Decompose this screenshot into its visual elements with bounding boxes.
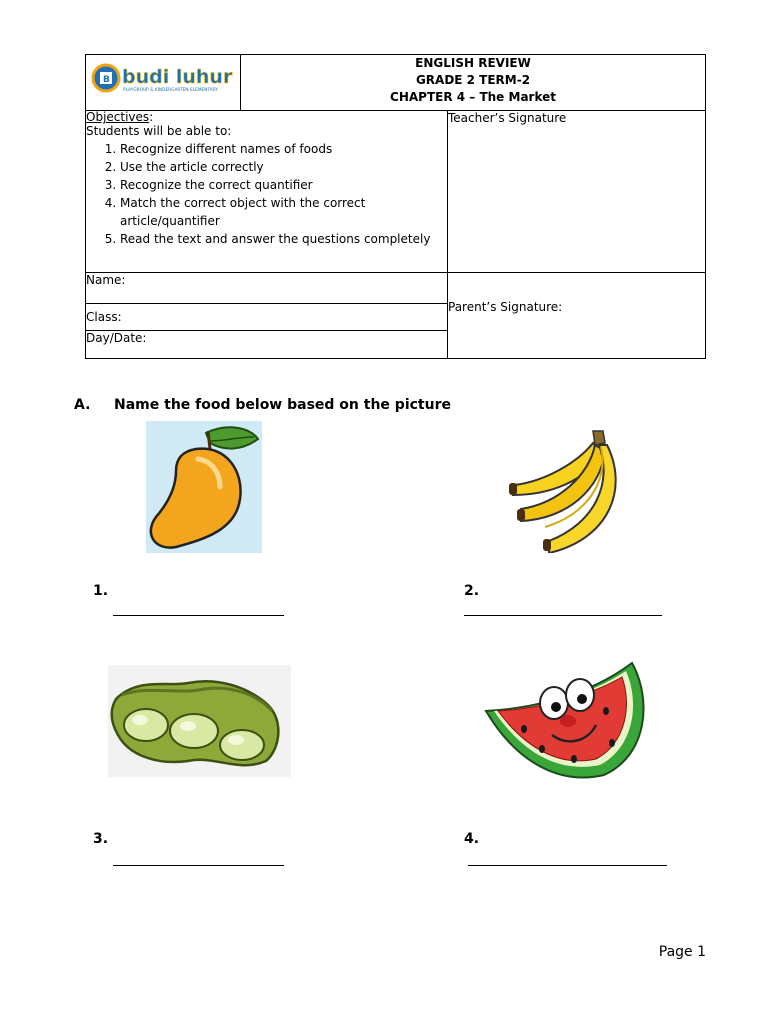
question-number-4: 4. [464,831,480,847]
objective-item: 2. Use the article correctly [120,158,447,176]
date-field[interactable] [86,331,448,359]
teacher-signature-cell [448,111,706,273]
date-label: Day/Date: [86,331,147,346]
objective-item: 3. Recognize the correct quantifier [120,176,447,194]
logo-cell [86,55,241,111]
section-instruction: Name the food below based on the picture [114,397,451,413]
objectives-colon: : [149,110,154,125]
question-number-3: 3. [93,831,109,847]
section-letter: A. [74,397,91,413]
parent-signature-cell [448,273,706,359]
school-logo [86,55,236,105]
name-field[interactable] [86,273,448,304]
objective-item: 4. Match the correct object with the correct article/quantifier [120,194,447,230]
answer-line-1[interactable] [113,615,284,616]
watermelon-icon [484,659,658,781]
svg-text:budi luhur: budi luhur [122,66,233,88]
class-field[interactable] [86,303,448,331]
title-line-1: ENGLISH REVIEW [415,56,531,70]
parent-signature-label: Parent’s Signature: [448,299,563,314]
answer-line-4[interactable] [468,865,667,866]
answer-line-2[interactable] [464,615,662,616]
svg-text:PLAYGROUP & KINDERGARTEN ELEME: PLAYGROUP & KINDERGARTEN ELEMENTARY [123,88,219,93]
objectives-cell [86,111,448,273]
class-label: Class: [86,310,122,325]
banana-icon [505,423,633,553]
page-number: Page 1 [658,944,706,960]
objectives-intro: Students will be able to: [86,124,232,139]
edamame-icon [108,665,291,777]
mango-icon [146,421,262,553]
title-line-3: CHAPTER 4 – The Market [390,90,556,104]
teacher-signature-label: Teacher’s Signature [448,111,567,126]
question-number-1: 1. [93,583,109,599]
worksheet-title [241,55,706,111]
objective-item: 1. Recognize different names of foods [120,140,447,158]
section-a-heading [74,397,451,413]
answer-line-3[interactable] [113,865,284,866]
svg-text:B: B [103,75,110,85]
objectives-label: Objectives [86,110,150,125]
question-number-2: 2. [464,583,480,599]
objective-item: 5. Read the text and answer the questions completely [120,230,447,248]
name-label: Name: [86,273,126,287]
header-table [85,54,706,359]
title-line-2: GRADE 2 TERM-2 [415,73,531,87]
objectives-list [86,140,447,248]
